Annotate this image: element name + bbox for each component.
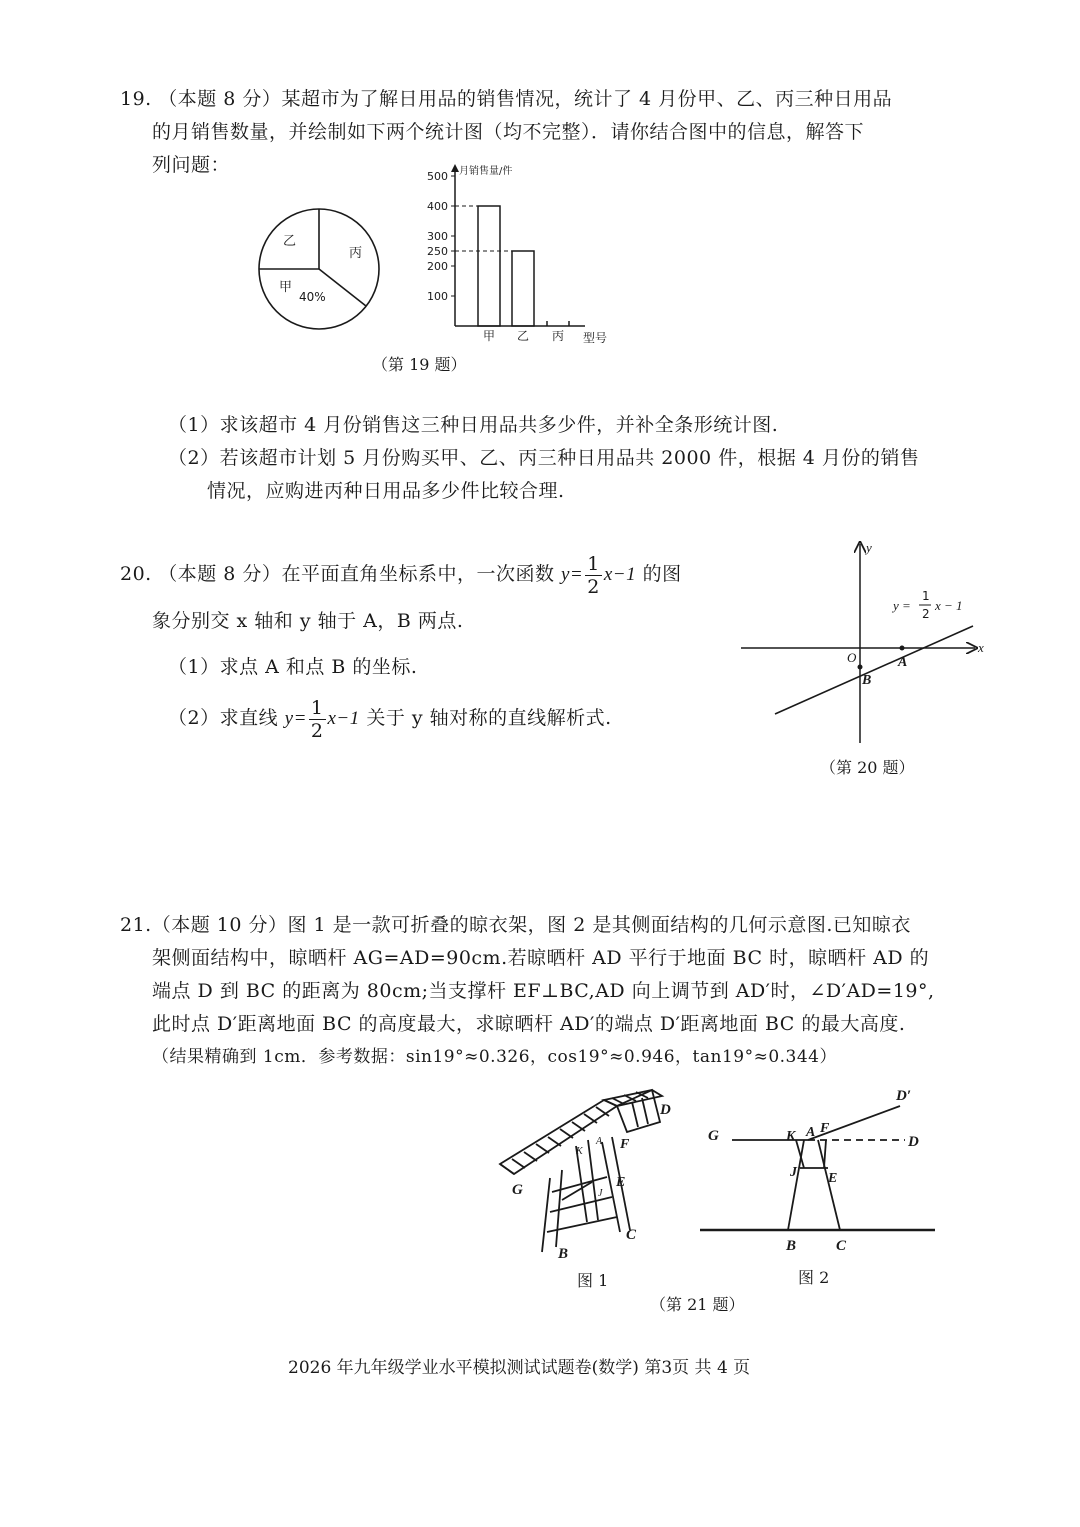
fig2-label-d: D: [908, 1134, 919, 1150]
bar-y-tick-label: 500: [427, 170, 448, 183]
pie-label-bing: 丙: [349, 246, 363, 261]
q20-caption: （第 20 题）: [820, 758, 915, 777]
q21-figure2-geometry: [700, 1080, 940, 1260]
fig2-label-dprime: D′: [896, 1088, 912, 1104]
q21-line1-text: 图 1 是一款可折叠的晾衣架，图 2 是其侧面结构的几何示意图.已知晾衣: [287, 914, 911, 936]
fig1-label-e: E: [616, 1175, 626, 1190]
fig1-label-f: F: [620, 1137, 630, 1152]
q20-fraction: [585, 553, 602, 598]
fig1-label-j: J: [598, 1188, 603, 1199]
q19-part2-line2: 情况，应购进丙种日用品多少件比较合理.: [207, 480, 565, 502]
bar-y-axis-label: 月销售量/件: [459, 166, 513, 177]
fig2-label-c: C: [836, 1238, 847, 1254]
fig2-label-e: E: [828, 1171, 838, 1186]
q20-points: （本题 8 分）: [158, 563, 282, 585]
fig1-label-c: C: [626, 1227, 637, 1243]
leg-b: [788, 1140, 804, 1230]
point-b-label: B: [862, 673, 872, 688]
page-footer: 2026 年九年级学业水平模拟测试试题卷(数学) 第3页 共 4 页: [288, 1358, 751, 1378]
q20-part2-frac-den: 2: [310, 719, 324, 742]
fig2-label-f: F: [820, 1121, 830, 1136]
q20-part2-frac-num: 1: [310, 696, 324, 719]
fig2-label-k: K: [786, 1129, 796, 1144]
point-b-dot: [858, 665, 863, 670]
rack-drawing: [500, 1090, 662, 1252]
q20-part2: [168, 692, 612, 745]
bar-y-tick-label: 300: [427, 230, 448, 243]
graph-eq-rest: x − 1: [935, 598, 963, 613]
q21-figure1-drying-rack: [492, 1082, 692, 1267]
graph-eq-den: 2: [922, 607, 930, 621]
point-a-dot: [900, 646, 905, 651]
bar-y-tick-label: 250: [427, 245, 448, 258]
link-fe: [824, 1140, 826, 1168]
bar-category-label: 丙: [551, 329, 565, 343]
q21-caption: （第 21 题）: [650, 1295, 745, 1314]
q20-stem-line1: [120, 548, 682, 601]
fig2-label-a: A: [806, 1125, 816, 1140]
q20-part2-fraction: [309, 697, 326, 742]
q20-frac-num: 1: [587, 552, 600, 575]
q21-line4: 此时点 D′距离地面 BC 的高度最大，求晾晒杆 AD′的端点 D′距离地面 BC 的最大高度.: [152, 1013, 906, 1035]
q21-line2: 架侧面结构中，晾晒杆 AG=AD=90cm.若晾晒杆 AD 平行于地面 BC 时，晾晒杆 AD 的: [152, 947, 930, 969]
bar-1: [512, 251, 534, 326]
q19-points: （本题 8 分）: [158, 88, 282, 110]
bar-y-tick-label: 200: [427, 260, 448, 273]
fig1-label-k: K: [576, 1146, 583, 1157]
q20-part2-y-eq: y=: [284, 708, 307, 729]
graph-eq-num: 1: [922, 589, 930, 603]
fig2-label-g: G: [708, 1128, 719, 1144]
origin-label: O: [847, 650, 857, 665]
q19-stem-line3: 列问题：: [152, 154, 231, 176]
bar-y-tick-label: 100: [427, 290, 448, 303]
q19-caption: （第 19 题）: [372, 355, 467, 374]
fig1-label-a: A: [596, 1136, 603, 1147]
graph-eq-y: y =: [893, 598, 911, 613]
q19-stem-line2: 的月销售数量，并绘制如下两个统计图（均不完整）．请你结合图中的信息，解答下: [152, 121, 865, 143]
q20-stem-b: 的图: [642, 563, 682, 585]
q19-pie-chart: [255, 205, 385, 335]
q19-part2-line1: （2）若该超市计划 5 月份购买甲、乙、丙三种日用品共 2000 件，根据 4 月份的销售: [168, 447, 920, 469]
q21-points: （本题 10 分）: [151, 914, 288, 936]
fig1-label-d: D: [660, 1102, 671, 1118]
q21-line5: （结果精确到 1cm．参考数据：sin19°≈0.326，cos19°≈0.946，tan19°≈0.344）: [152, 1047, 837, 1067]
pie-divider-lower: [319, 269, 366, 306]
pie-label-jia: 甲: [279, 280, 293, 295]
bar-y-tick-label: 400: [427, 200, 448, 213]
q20-line2: 象分别交 x 轴和 y 轴于 A，B 两点.: [152, 610, 464, 632]
q20-part1: （1）求点 A 和点 B 的坐标.: [168, 656, 418, 678]
q20-stem-a: 在平面直角坐标系中，一次函数: [281, 563, 555, 585]
linear-function-line: [775, 626, 973, 714]
fig1-caption: 图 1: [577, 1271, 609, 1290]
x-axis-label: x: [978, 640, 984, 655]
q20-frac-den: 2: [587, 575, 600, 598]
bar-0: [478, 206, 500, 326]
pie-percent-jia: 40%: [299, 290, 326, 304]
fig1-label-g: G: [512, 1182, 523, 1198]
point-a-label: A: [898, 655, 908, 670]
fig2-label-b: B: [786, 1238, 797, 1254]
q19-bar-chart: [425, 160, 625, 345]
q21-number: 21.: [120, 914, 152, 936]
pie-label-yi: 乙: [283, 234, 297, 249]
q20-part2-x-minus: x−1: [327, 708, 360, 729]
q19-number: 19.: [120, 88, 152, 110]
q20-part2-a: （2）求直线: [168, 707, 279, 729]
q19-part1: （1）求该超市 4 月份销售这三种日用品共多少件，并补全条形统计图.: [168, 414, 779, 436]
q19-stem-text1: 某超市为了解日用品的销售情况，统计了 4 月份甲、乙、丙三种日用品: [281, 88, 893, 110]
bar-y-axis-arrow: [451, 164, 459, 172]
q20-y-eq: y=: [561, 564, 584, 585]
q20-number: 20.: [120, 563, 152, 585]
q21-line1: [120, 910, 911, 940]
q20-x-minus: x−1: [603, 564, 637, 585]
bar-category-label: 甲: [482, 329, 496, 343]
fig1-label-b: B: [558, 1246, 569, 1262]
fig2-label-j: J: [790, 1165, 797, 1180]
q20-part2-b: 关于 y 轴对称的直线解析式.: [366, 707, 612, 729]
q21-line3: 端点 D 到 BC 的距离为 80cm;当支撑杆 EF⊥BC,AD 向上调节到 AD′时，∠D′AD=19°,: [152, 980, 935, 1002]
q19-stem-line1: [120, 84, 892, 114]
q20-graph: [735, 538, 995, 748]
bar-x-axis-label: 型号: [583, 331, 608, 345]
y-axis-label: y: [866, 540, 872, 555]
fig2-caption: 图 2: [798, 1268, 830, 1287]
bar-category-label: 乙: [516, 329, 530, 343]
